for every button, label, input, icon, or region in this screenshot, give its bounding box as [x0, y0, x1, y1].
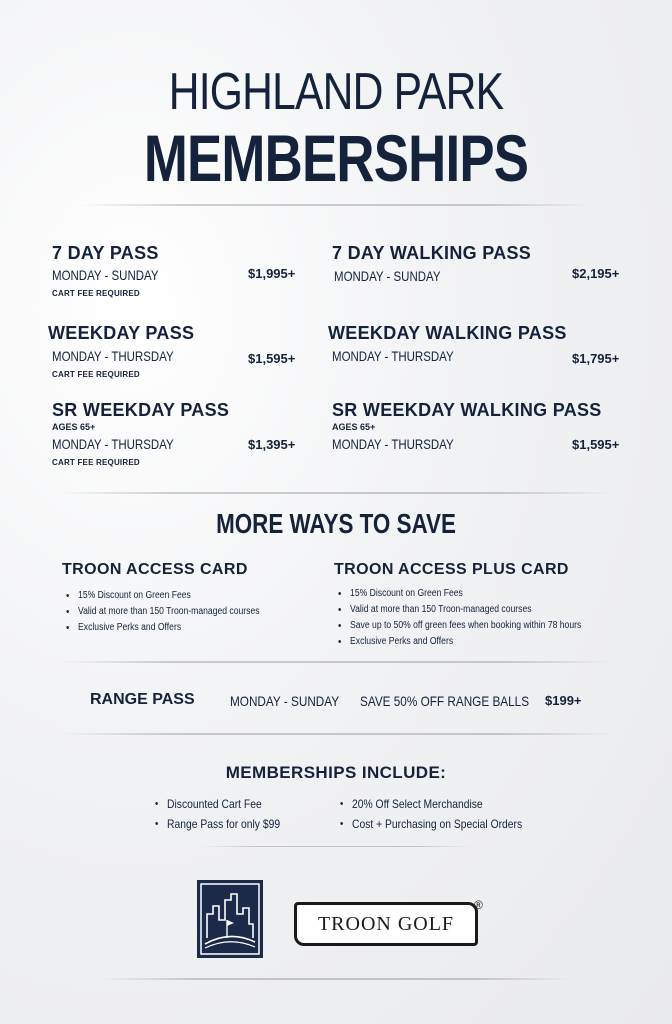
city-flag-icon [197, 880, 263, 958]
includes-title: MEMBERSHIPS INCLUDE: [225, 763, 447, 782]
pass-days: MONDAY - THURSDAY [332, 348, 454, 364]
range-pass-name: RANGE PASS [90, 691, 195, 708]
pass-days: MONDAY - THURSDAY [52, 348, 174, 364]
list-item: • Discounted Cart Fee [155, 794, 280, 814]
access-card-list [66, 588, 291, 636]
pass-name: SR WEEKDAY WALKING PASS [332, 400, 602, 420]
pass-price: $1,395+ [248, 437, 296, 452]
list-item: • Exclusive Perks and Offers [66, 620, 260, 636]
pass-price: $1,795+ [572, 351, 620, 366]
list-item: • 15% Discount on Green Fees [66, 588, 260, 604]
save-divider [60, 661, 612, 663]
pass-days: MONDAY - SUNDAY [334, 268, 441, 284]
pass-name: WEEKDAY WALKING PASS [328, 323, 567, 343]
passes-divider [60, 492, 612, 494]
pass-ages: AGES 65+ [52, 422, 96, 432]
pass-days: MONDAY - THURSDAY [52, 436, 174, 452]
list-item: • 15% Discount on Green Fees [338, 586, 581, 602]
pass-days: MONDAY - SUNDAY [52, 267, 159, 283]
troon-golf-wordmark: TROON GOLF [317, 912, 455, 935]
access-plus-card-list [338, 586, 621, 650]
includes-right-list [340, 794, 552, 834]
list-item: • Valid at more than 150 Troon-managed courses [338, 602, 581, 618]
troon-golf-logo [294, 902, 478, 946]
pass-price: $2,195+ [572, 266, 620, 281]
highland-park-logo [197, 880, 263, 958]
page-title-line2: MEMBERSHIPS [143, 121, 529, 195]
page-title-line1: HIGHLAND PARK [168, 63, 504, 121]
pass-price: $1,595+ [572, 437, 620, 452]
pass-ages: AGES 65+ [332, 422, 376, 432]
pass-days: MONDAY - THURSDAY [332, 436, 454, 452]
pass-price: $1,595+ [248, 351, 296, 366]
list-item: • 20% Off Select Merchandise [340, 794, 522, 814]
range-pass-price: $199+ [545, 693, 582, 708]
access-card-title: TROON ACCESS CARD [62, 561, 248, 578]
header-divider [80, 204, 592, 206]
range-divider [60, 733, 612, 735]
list-item: • Valid at more than 150 Troon-managed courses [66, 604, 260, 620]
pass-note: CART FEE REQUIRED [52, 370, 140, 379]
pass-note: CART FEE REQUIRED [52, 458, 140, 467]
registered-mark: ® [474, 898, 483, 912]
pass-price: $1,995+ [248, 266, 296, 281]
list-item: • Exclusive Perks and Offers [338, 634, 581, 650]
pass-name: WEEKDAY PASS [48, 323, 195, 343]
access-plus-card-title: TROON ACCESS PLUS CARD [334, 561, 569, 578]
includes-divider [200, 846, 472, 847]
pass-name: 7 DAY PASS [52, 243, 159, 263]
footer-divider [100, 978, 572, 980]
pass-name: SR WEEKDAY PASS [52, 400, 230, 420]
range-pass-offer: SAVE 50% OFF RANGE BALLS [360, 693, 530, 709]
list-item: • Range Pass for only $99 [155, 814, 280, 834]
pass-name: 7 DAY WALKING PASS [332, 243, 532, 263]
more-ways-title: MORE WAYS TO SAVE [216, 508, 456, 539]
includes-left-list [155, 794, 300, 834]
list-item: • Cost + Purchasing on Special Orders [340, 814, 522, 834]
pass-note: CART FEE REQUIRED [52, 289, 140, 298]
list-item: • Save up to 50% off green fees when booking within 78 hours [338, 618, 581, 634]
range-pass-days: MONDAY - SUNDAY [230, 693, 340, 709]
